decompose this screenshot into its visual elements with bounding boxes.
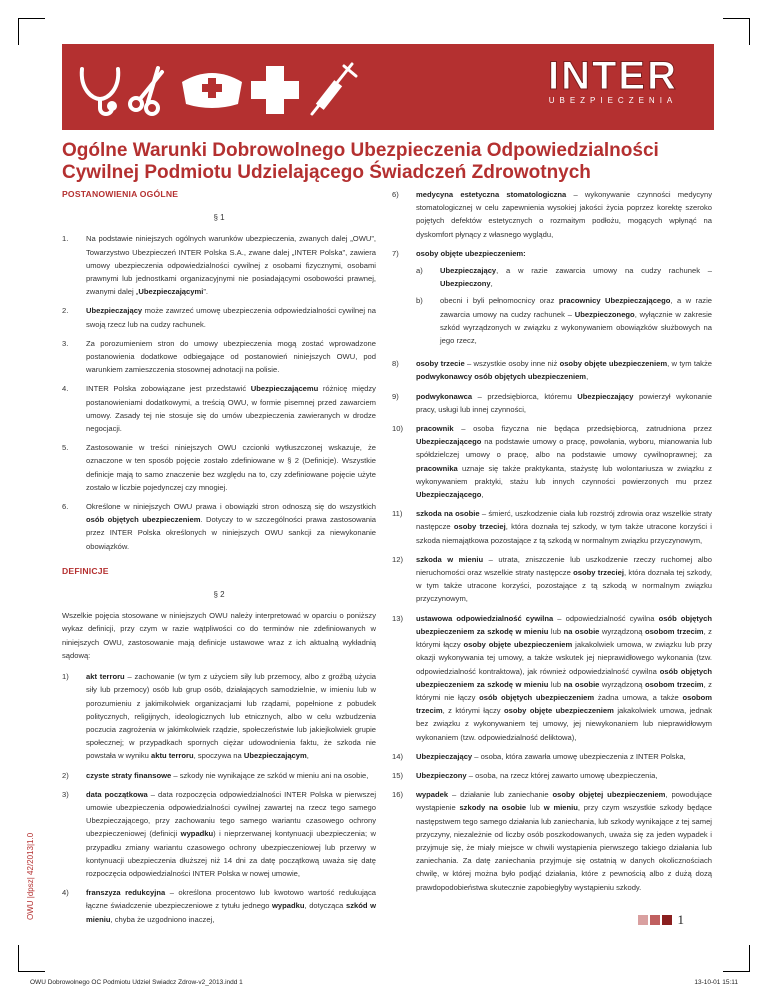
sub-item xyxy=(416,264,712,290)
list-item xyxy=(62,382,376,435)
item-text: data początkowa – data rozpoczęcia odpowiedzialności INTER Polska w pierwszej umowie ubezpieczenia odpowiedzialności cywilnej zawartej na rzecz tego samego Ubezpieczającego, przy zachowaniu tego samego wariantu czasowego ochrony ubezpieczeniowej (definicji wypadku) i nieprzerwanej kontynuacji ubezpieczenia; w przypadku zmiany wariantu czasowego ochrony ubezpieczeniowej lub przerwy w kontynuacji ubezpieczenia dłuższej niż 14 dni za datę początkową uważa się datę rozpoczęcia odpowiedzialności INTER Polska w nowej umowie, xyxy=(86,789,377,878)
list-item xyxy=(62,500,376,553)
item-text: osoby objęte ubezpieczeniem: a) Ubezpieczający, a w razie zawarcia umowy na cudzy rachunek – Ubezpieczony, b) obecni i byli pełnomocnicy oraz pracownicy Ubezpieczającego, a w razie zawarcia umowy na cudzy rachunek – Ubezpieczonego, wyłącznie w zakresie szkód wyrządzonych w związku z wykonywaniem obowiązków służbowych na jego rzecz, xyxy=(416,247,712,351)
list-item xyxy=(392,247,712,351)
item-number: 1) xyxy=(62,672,69,682)
item-number: 12) xyxy=(392,554,403,564)
item-text: ustawowa odpowiedzialność cywilna – odpowiedzialność cywilna osób objętych ubezpieczeniem za szkodę w mieniu lub na osobie wyrządzoną osobom trzecim, z którymi łączy osoby objęte ubezpieczeniem jakakolwiek umowa, w związku lub przy okazji wykonywania tej umowy, a także wskutek jej nieprawidłowego wykonania (tzw. odpowiedzialność kontraktowa), jak również odpowiedzialność cywilna osób objętych ubezpieczeniem za szkodę w mieniu lub na osobie wyrządzoną osobom trzecim, z którymi nie łączy osób objętych ubezpieczeniem żadna umowa, a także osobom trzecim, z którymi łączy osoby objęte ubezpieczeniem jakakolwiek umowa, jednak bez związku z wykonywaniem tej umowy, jej niewykonaniem lub nieprawidłowym wykonaniem (tzw. odpowiedzialność deliktowa), xyxy=(416,613,712,742)
list-item xyxy=(392,507,712,547)
sub-item-letter: a) xyxy=(416,266,423,276)
section-title-definitions: DEFINICJE xyxy=(62,565,109,576)
definitions-list-right xyxy=(392,188,712,894)
item-text: Za porozumieniem stron do umowy ubezpieczenia mogą zostać wprowadzone postanowienia dodatkowe odbiegające od postanowień niniejszych OWU, pod warunkiem zamieszczenia stosownej adnotacji na polisie. xyxy=(86,338,376,375)
list-item xyxy=(392,788,712,894)
sub-item-text: obecni i byli pełnomocnicy oraz pracownicy Ubezpieczającego, a w razie zawarcia umowy na cudzy rachunek – Ubezpieczonego, wyłącznie w zakresie szkód wyrządzonych w związku z wykonywaniem obowiązków służbowych na jego rzecz, xyxy=(440,296,712,346)
list-item xyxy=(392,422,712,501)
item-number: 5. xyxy=(62,443,69,453)
crop-mark-bottom-left xyxy=(18,945,45,972)
sub-item xyxy=(416,294,712,347)
item-text: franszyza redukcyjna – określona procentowo lub kwotowo wartość redukująca łączne świadczenie ubezpieczeniowe z tytułu jednego wypadku, dotycząca szkód w mieniu, chyba że uzgodniono inaczej, xyxy=(86,888,376,924)
list-item xyxy=(392,769,712,782)
item-number: 2) xyxy=(62,770,69,780)
item-text: Na podstawie niniejszych ogólnych warunków ubezpieczenia, zwanych dalej „OWU”, Towarzystwo Ubezpieczeń INTER Polska S.A., zwane dalej „INTER Polska”, zawiera umowy ubezpieczenia odpowiedzialności cywilnej z osobami fizycznymi, osobami prawnymi lub jednostkami organizacyjnymi nie posiadającymi osobowości prawnej, zwanymi dalej „Ubezpieczającymi”. xyxy=(86,234,376,297)
list-item xyxy=(392,553,712,606)
item-text: podwykonawca – przedsiębiorca, któremu Ubezpieczający powierzył wykonanie pracy, usługi lub innej czynności, xyxy=(416,391,712,414)
crop-mark-top-left xyxy=(18,18,45,45)
list-item xyxy=(392,390,712,416)
square-light xyxy=(638,915,648,925)
definitions-list-left xyxy=(62,670,376,926)
item-number: 3. xyxy=(62,338,69,348)
company-logo xyxy=(538,54,688,105)
definitions-intro: Wszelkie pojęcia stosowane w niniejszych OWU należy interpretować w oparciu o poniższy wykaz definicji, przy czym w razie wątpliwości co do terminów nie zdefiniowanych w niniejszych OWU, zastosowanie mają definicje ustawowe wraz z ich aktualną wykładnią sądową: xyxy=(62,611,376,660)
list-item xyxy=(62,304,376,330)
item-number: 3) xyxy=(62,789,69,799)
item-number: 14) xyxy=(392,751,403,761)
paragraph-mark-2: § 2 xyxy=(213,590,225,600)
item-number: 13) xyxy=(392,613,403,623)
stethoscope-icon xyxy=(82,69,118,114)
left-column xyxy=(62,188,376,932)
header-banner xyxy=(62,44,714,130)
print-slug-timestamp: 13-10-01 15:11 xyxy=(694,979,738,986)
list-item xyxy=(392,750,712,763)
square-mid xyxy=(650,915,660,925)
syringe-icon xyxy=(312,64,356,114)
list-item xyxy=(392,188,712,241)
item-number: 1. xyxy=(62,234,69,244)
item-text: Ubezpieczający może zawrzeć umowę ubezpieczenia odpowiedzialności cywilnej na swoją rzecz lub na cudzy rachunek. xyxy=(86,306,376,329)
item-text: Ubezpieczony – osoba, na rzecz której zawarto umowę ubezpieczenia, xyxy=(416,770,658,780)
item-text: Zastosowanie w treści niniejszych OWU czcionki wytłuszczonej wskazuje, że oznaczone w ten sposób pojęcie zostało zdefiniowane w § 2 (Definicje). Wszystkie definicje mają to samo znaczenie bez względu na to, czy zdefiniowane pojęcie użyte zostało w liczbie pojedynczej czy mnogiej. xyxy=(86,443,376,492)
page-number: 1 xyxy=(677,912,684,927)
item-number: 6. xyxy=(62,502,69,512)
scissors-icon xyxy=(130,68,162,114)
list-item xyxy=(62,788,376,880)
list-item xyxy=(62,670,376,762)
item-number: 4) xyxy=(62,888,69,898)
list-item xyxy=(62,769,376,782)
item-text: szkoda w mieniu – utrata, zniszczenie lub uszkodzenie rzeczy ruchomej albo nieruchomości oraz wszelkie straty następcze osoby trzeciej, która doznała tej szkody, w tym także utracone korzyści, pozostające z tą szkodą w normalnym związku przyczynowym, xyxy=(416,554,712,604)
item-text: osoby trzecie – wszystkie osoby inne niż osoby objęte ubezpieczeniem, w tym także podwykonawcy osób objętych ubezpieczeniem, xyxy=(416,359,712,382)
document-title: Ogólne Warunki Dobrowolnego Ubezpieczenia Odpowiedzialności Cywilnej Podmiotu Udzielającego Świadczeń Zdrowotnych xyxy=(62,140,659,183)
item-number: 8) xyxy=(392,359,399,369)
item-number: 11) xyxy=(392,509,403,519)
logo-wordmark: INTER xyxy=(548,54,678,98)
item-number: 4. xyxy=(62,384,69,394)
sub-item-text: Ubezpieczający, a w razie zawarcia umowy na cudzy rachunek – Ubezpieczony, xyxy=(440,266,712,289)
medical-icons xyxy=(62,44,362,130)
item-text: akt terroru – zachowanie (w tym z użyciem siły lub przemocy, albo z groźbą użycia siły lub przemocy) osób lub grup osób, działających samodzielnie, w imieniu lub w porozumieniu z jakimikolwiek organizacjami lub rządami, popełnione z pobudek politycznych, religijnych, ideologicznych lub etnicznych, albo w celu wzbudzenia poczucia zagrożenia w jakimkolwiek rządzie, społeczeństwie lub jakiejkolwiek grupie społecznej; w przypadkach spornych ciężar udowodnienia faktu, że szkoda nie powstała w wyniku aktu terroru, spoczywa na Ubezpieczającym, xyxy=(86,672,376,761)
item-text: INTER Polska zobowiązane jest przedstawić Ubezpieczającemu różnicę między postanowieniami dodatkowymi, a treścią OWU, w formie pisemnej przed zawarciem umowy. Zasady tej nie stosuje się do umów ubezpieczenia zawieranych w drodze negocjacji. xyxy=(86,384,376,434)
item-text: Ubezpieczający – osoba, która zawarła umowę ubezpieczenia z INTER Polska, xyxy=(416,751,686,761)
general-provisions-list xyxy=(62,232,376,552)
list-item xyxy=(62,232,376,298)
list-item xyxy=(62,886,376,926)
document-code: OWU |dpsz| 42/2013|1.0 xyxy=(26,832,35,920)
nurse-cap-icon xyxy=(182,73,242,108)
item-number: 16) xyxy=(392,790,403,800)
item-number: 6) xyxy=(392,190,399,199)
sub-item-letter: b) xyxy=(416,296,423,306)
logo-subtitle: UBEZPIECZENIA xyxy=(548,96,678,105)
item-text: czyste straty finansowe – szkody nie wynikające ze szkód w mieniu ani na osobie, xyxy=(86,770,369,780)
section-title-general: POSTANOWIENIA OGÓLNE xyxy=(62,189,179,199)
item-text: pracownik – osoba fizyczna nie będąca przedsiębiorcą, zatrudniona przez Ubezpieczającego na podstawie umowy o pracę, powołania, wyboru, mianowania lub spółdzielczej umowy o pracę, albo na podstawie umowy cywilnoprawnej; za pracownika uznaje się także praktykanta, stażystę lub wolontariusza w związku z wykonywaniem praktyki, stażu lub innych czynności powierzonych mu przez Ubezpieczającego, xyxy=(416,424,712,500)
crop-mark-bottom-right xyxy=(723,945,750,972)
medical-cross-icon xyxy=(251,66,299,114)
item-number: 7) xyxy=(392,248,399,258)
square-dark xyxy=(662,915,672,925)
item-number: 10) xyxy=(392,424,403,434)
list-item xyxy=(62,337,376,377)
list-item xyxy=(392,357,712,383)
item-number: 15) xyxy=(392,770,403,780)
list-item xyxy=(392,612,712,744)
page-number-box xyxy=(638,912,685,928)
item-text: szkoda na osobie – śmierć, uszkodzenie ciała lub rozstrój zdrowia oraz wszelkie straty następcze osoby trzeciej, która doznała tej szkody, w tym także utracone korzyści i szkoda niemajątkowa pozostające z tą szkodą w normalnym związku przyczynowym, xyxy=(416,509,712,545)
paragraph-mark-1: § 1 xyxy=(213,213,225,223)
right-column xyxy=(392,188,712,900)
list-item xyxy=(62,441,376,494)
item-text: medycyna estetyczna stomatologiczna – wykonywanie czynności medycyny stomatologicznej w celu zapewnienia wysokiej jakości życia poprzez korektę szeroko pojętych defektów estetycznych o rozmaitym podłożu, mogących wpłynąć na dyskomfort płynący z własnego wyglądu, xyxy=(416,190,712,239)
item-text: Określone w niniejszych OWU prawa i obowiązki stron odnoszą się do wszystkich osób objętych ubezpieczeniem. Dotyczy to w szczególności prawa zastosowania przez INTER Polska określonych w niniejszych OWU sankcji za niewykonanie obowiązków. xyxy=(86,502,376,551)
item-text: wypadek – działanie lub zaniechanie osoby objętej ubezpieczeniem, powodujące wystąpienie szkody na osobie lub w mieniu, przy czym wszystkie szkody będące następstwem tego samego działania lub zaniechania, lub szkody wynikające z tej samej przyczyny, niezależnie od liczby osób poszkodowanych, uważa się za jeden wypadek i przyjmuje się, że miały miejsce w chwili wystąpienia pierwszego takiego działania lub zaniechania. Za datę zaniechania przyjmuje się ostatnią w danych okolicznościach chwilę, w której można było podjąć działania, które z pewnością albo z dużą dozą prawdopodobieństwa skutecznie zapobiegłyby wystąpieniu szkody. xyxy=(416,790,712,892)
item-number: 9) xyxy=(392,391,399,401)
crop-mark-top-right xyxy=(723,18,750,45)
print-slug-filename: OWU Dobrowolnego OC Podmiotu Udziel Swiadcz Zdrow-v2_2013.indd 1 xyxy=(30,979,243,986)
item-number: 2. xyxy=(62,306,69,316)
